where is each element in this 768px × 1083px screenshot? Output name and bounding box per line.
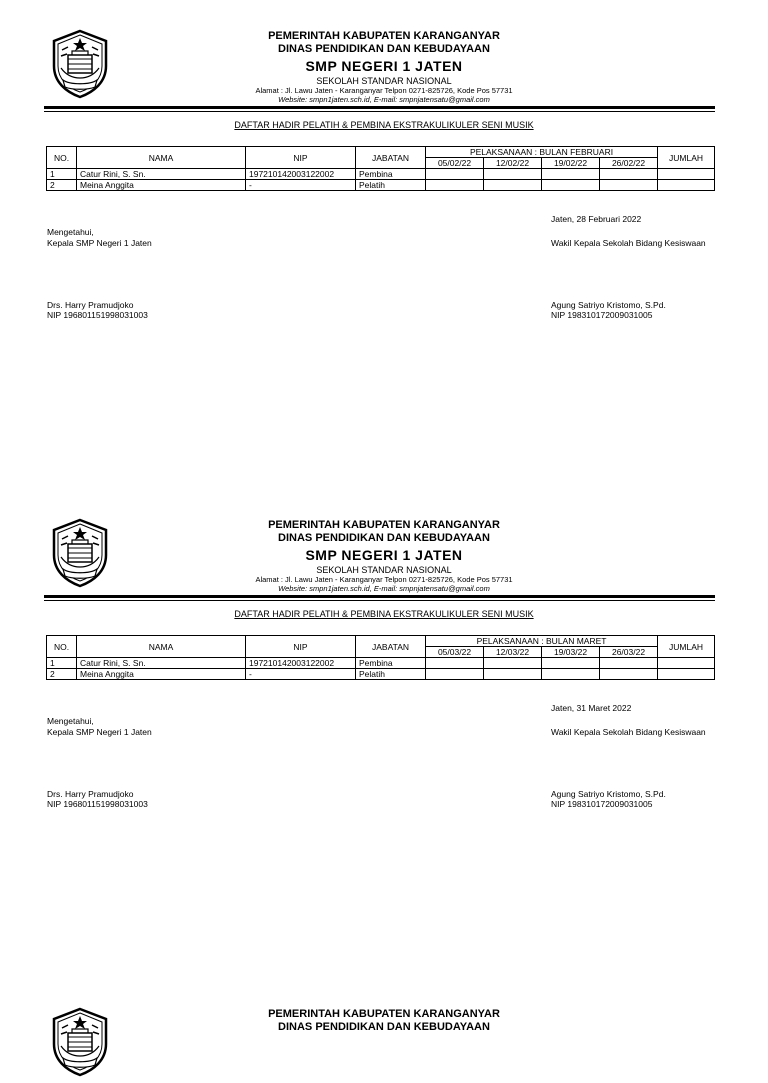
attendance-page-partial — [0, 1006, 768, 1033]
cell-attendance — [542, 669, 600, 680]
attendance-page — [0, 517, 768, 1007]
cell-attendance — [426, 180, 484, 191]
left-signer-title: Kepala SMP Negeri 1 Jaten — [47, 238, 152, 248]
cell-jumlah — [658, 169, 715, 180]
cell-nama: Catur Rini, S. Sn. — [77, 658, 246, 669]
header-jumlah: JUMLAH — [658, 147, 715, 169]
cell-nama: Meina Anggita — [77, 180, 246, 191]
cell-jabatan: Pembina — [356, 169, 426, 180]
cell-jumlah — [658, 669, 715, 680]
cell-no: 1 — [47, 169, 77, 180]
place-date: Jaten, 28 Februari 2022 — [551, 214, 642, 224]
cell-attendance — [542, 169, 600, 180]
cell-attendance — [600, 180, 658, 191]
attendance-page — [0, 28, 768, 518]
attendance-table — [46, 635, 715, 680]
cell-nip: - — [246, 669, 356, 680]
header-no: NO. — [47, 147, 77, 169]
cell-attendance — [426, 658, 484, 669]
cell-attendance — [600, 669, 658, 680]
cell-nama: Meina Anggita — [77, 669, 246, 680]
header-nip: NIP — [246, 147, 356, 169]
cell-jumlah — [658, 658, 715, 669]
header-date: 19/02/22 — [542, 158, 600, 169]
school-name: SMP NEGERI 1 JATEN — [305, 547, 463, 563]
header-date: 12/03/22 — [484, 647, 542, 658]
school-address: Alamat : Jl. Lawu Jaten - Karanganyar Telpon 0271-825726, Kode Pos 57731 — [255, 575, 513, 584]
left-signer-nip: NIP 196801151998031003 — [47, 799, 148, 809]
left-signer-name: Drs. Harry Pramudjoko — [47, 789, 134, 799]
mengetahui-label: Mengetahui, — [47, 227, 94, 237]
kop-department: DINAS PENDIDIKAN DAN KEBUDAYAAN — [278, 1021, 490, 1033]
cell-attendance — [542, 658, 600, 669]
header-jabatan: JABATAN — [356, 147, 426, 169]
cell-jabatan: Pembina — [356, 658, 426, 669]
document-title: DAFTAR HADIR PELATIH & PEMBINA EKSTRAKULIKULER SENI MUSIK — [234, 609, 534, 619]
header-pelaksanaan: PELAKSANAAN : BULAN MARET — [426, 636, 658, 647]
cell-attendance — [484, 169, 542, 180]
right-signer-title: Wakil Kepala Sekolah Bidang Kesiswaan — [551, 238, 706, 248]
header-date: 05/02/22 — [426, 158, 484, 169]
kop-department: DINAS PENDIDIKAN DAN KEBUDAYAAN — [278, 532, 490, 544]
cell-nip: 197210142003122002 — [246, 658, 356, 669]
header-jumlah: JUMLAH — [658, 636, 715, 658]
header-no: NO. — [47, 636, 77, 658]
document-title: DAFTAR HADIR PELATIH & PEMBINA EKSTRAKULIKULER SENI MUSIK — [234, 120, 534, 130]
letterhead-rule-thin — [44, 111, 715, 112]
kop-government: PEMERINTAH KABUPATEN KARANGANYAR — [268, 519, 500, 531]
right-signer-name: Agung Satriyo Kristomo, S.Pd. — [551, 789, 666, 799]
left-signer-nip: NIP 196801151998031003 — [47, 310, 148, 320]
school-website: Website: smpn1jaten.sch.id, E-mail: smpnjatensatu@gmail.com — [278, 584, 490, 593]
school-website: Website: smpn1jaten.sch.id, E-mail: smpnjatensatu@gmail.com — [278, 95, 490, 104]
cell-attendance — [542, 180, 600, 191]
cell-nama: Catur Rini, S. Sn. — [77, 169, 246, 180]
school-status: SEKOLAH STANDAR NASIONAL — [316, 565, 452, 575]
school-address: Alamat : Jl. Lawu Jaten - Karanganyar Telpon 0271-825726, Kode Pos 57731 — [255, 86, 513, 95]
left-signer-title: Kepala SMP Negeri 1 Jaten — [47, 727, 152, 737]
cell-jabatan: Pelatih — [356, 669, 426, 680]
cell-attendance — [600, 169, 658, 180]
right-signer-nip: NIP 198310172009031005 — [551, 310, 653, 320]
cell-jumlah — [658, 180, 715, 191]
kop-department: DINAS PENDIDIKAN DAN KEBUDAYAAN — [278, 43, 490, 55]
place-date: Jaten, 31 Maret 2022 — [551, 703, 632, 713]
cell-attendance — [600, 658, 658, 669]
letterhead-rule-thick — [44, 595, 715, 598]
table-row — [47, 180, 715, 191]
table-row — [47, 169, 715, 180]
cell-nip: 197210142003122002 — [246, 169, 356, 180]
cell-attendance — [484, 180, 542, 191]
right-signer-name: Agung Satriyo Kristomo, S.Pd. — [551, 300, 666, 310]
cell-no: 2 — [47, 669, 77, 680]
right-signer-title: Wakil Kepala Sekolah Bidang Kesiswaan — [551, 727, 706, 737]
school-name: SMP NEGERI 1 JATEN — [305, 58, 463, 74]
letterhead-rule-thick — [44, 106, 715, 109]
cell-attendance — [484, 658, 542, 669]
kop-government: PEMERINTAH KABUPATEN KARANGANYAR — [268, 1008, 500, 1020]
cell-nip: - — [246, 180, 356, 191]
mengetahui-label: Mengetahui, — [47, 716, 94, 726]
header-date: 19/03/22 — [542, 647, 600, 658]
kop-government: PEMERINTAH KABUPATEN KARANGANYAR — [268, 30, 500, 42]
header-pelaksanaan: PELAKSANAAN : BULAN FEBRUARI — [426, 147, 658, 158]
left-signer-name: Drs. Harry Pramudjoko — [47, 300, 134, 310]
school-status: SEKOLAH STANDAR NASIONAL — [316, 76, 452, 86]
header-jabatan: JABATAN — [356, 636, 426, 658]
header-date: 12/02/22 — [484, 158, 542, 169]
table-row — [47, 658, 715, 669]
header-date: 05/03/22 — [426, 647, 484, 658]
header-date: 26/02/22 — [600, 158, 658, 169]
letterhead-rule-thin — [44, 600, 715, 601]
header-nip: NIP — [246, 636, 356, 658]
cell-jabatan: Pelatih — [356, 180, 426, 191]
header-nama: NAMA — [77, 147, 246, 169]
cell-attendance — [426, 169, 484, 180]
header-date: 26/03/22 — [600, 647, 658, 658]
cell-attendance — [484, 669, 542, 680]
cell-no: 1 — [47, 658, 77, 669]
cell-no: 2 — [47, 180, 77, 191]
header-nama: NAMA — [77, 636, 246, 658]
right-signer-nip: NIP 198310172009031005 — [551, 799, 653, 809]
cell-attendance — [426, 669, 484, 680]
table-row — [47, 669, 715, 680]
attendance-table — [46, 146, 715, 191]
